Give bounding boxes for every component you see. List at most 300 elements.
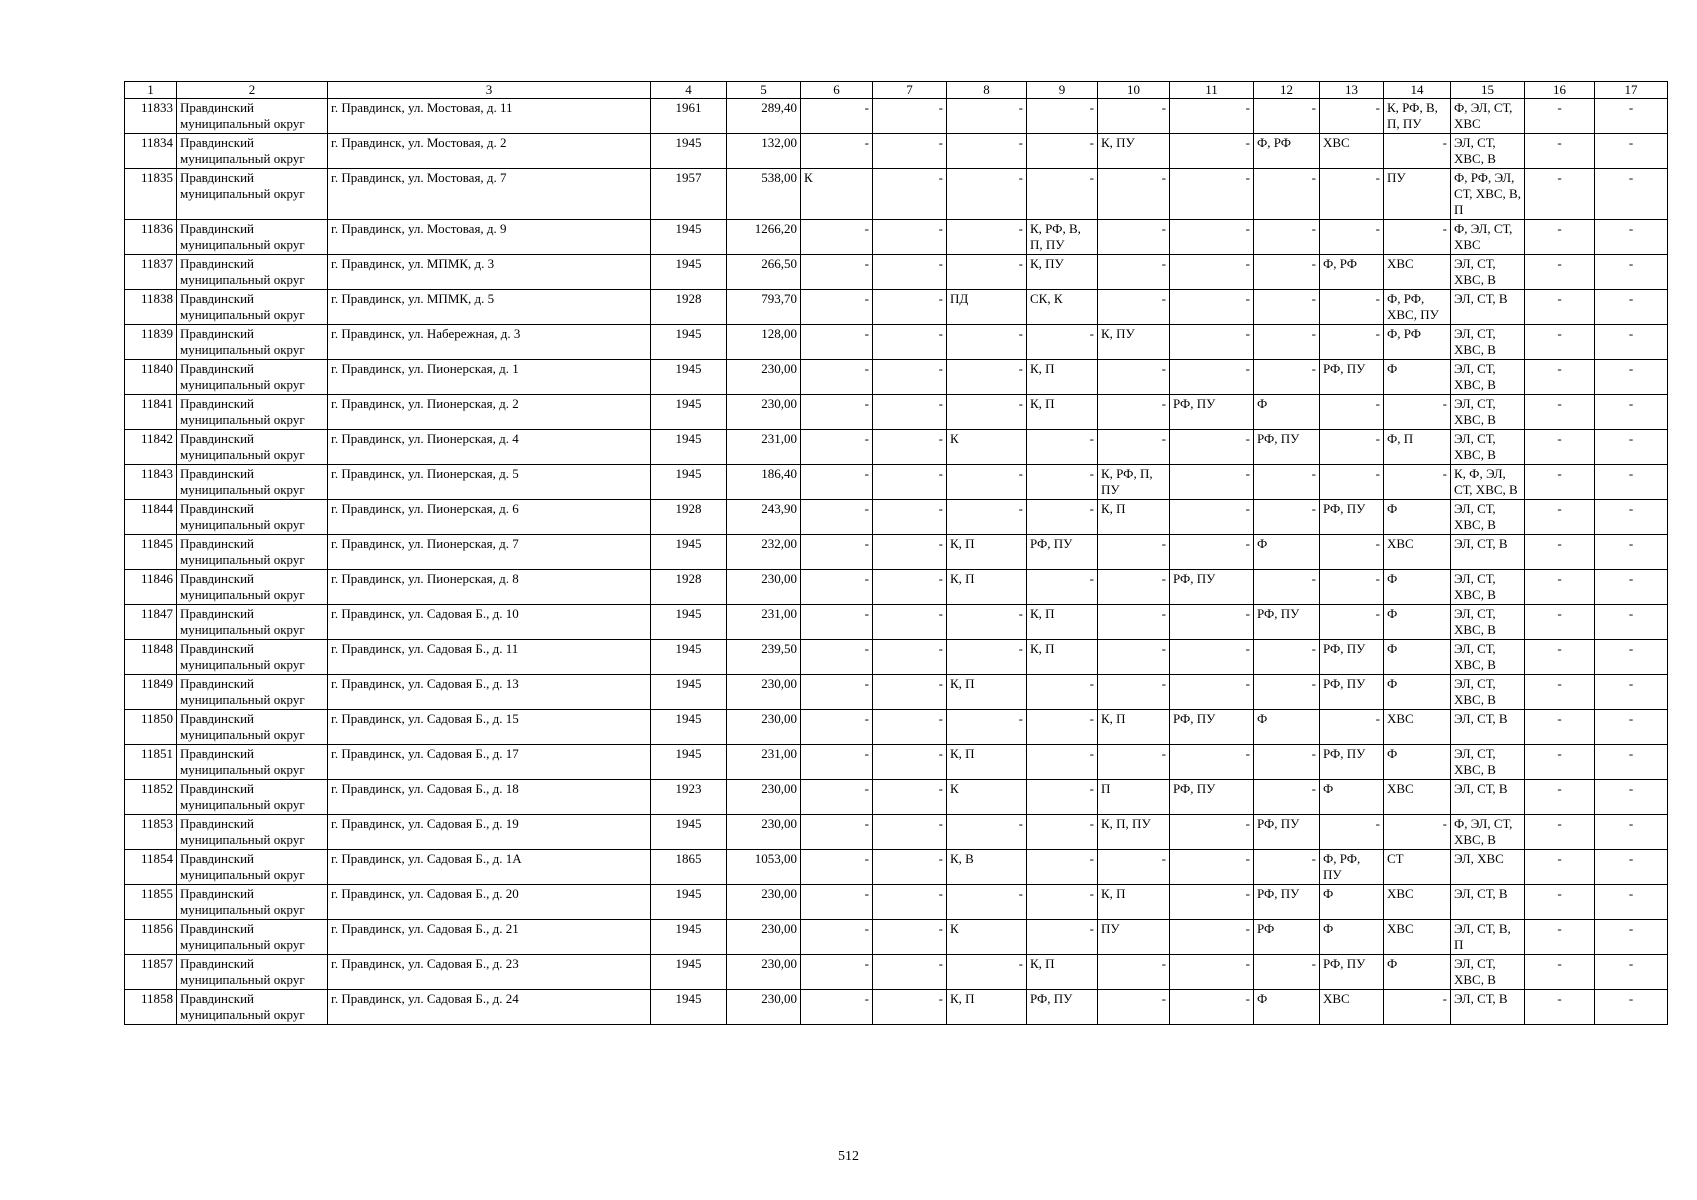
- cell-col-14: ХВС: [1384, 255, 1451, 290]
- cell-col-11: -: [1170, 465, 1254, 500]
- cell-col-15: Ф, ЭЛ, СТ, ХВС, В: [1451, 815, 1525, 850]
- cell-col-4: 1945: [651, 955, 727, 990]
- cell-col-6: -: [801, 815, 873, 850]
- cell-col-5: 128,00: [727, 325, 801, 360]
- cell-col-14: ХВС: [1384, 920, 1451, 955]
- cell-col-2: Правдинский муниципальный округ: [177, 640, 328, 675]
- cell-col-10: -: [1098, 955, 1170, 990]
- cell-col-11: -: [1170, 99, 1254, 134]
- cell-col-9: -: [1027, 815, 1098, 850]
- table-row: [125, 169, 1668, 220]
- cell-col-1: 11834: [125, 134, 177, 169]
- cell-col-10: -: [1098, 360, 1170, 395]
- cell-col-17: -: [1595, 220, 1668, 255]
- cell-col-15: К, Ф, ЭЛ, СТ, ХВС, В: [1451, 465, 1525, 500]
- cell-col-14: Ф: [1384, 675, 1451, 710]
- table-row: [125, 535, 1668, 570]
- cell-col-1: 11843: [125, 465, 177, 500]
- table-row: [125, 955, 1668, 990]
- cell-col-7: -: [873, 535, 947, 570]
- cell-col-13: -: [1320, 465, 1384, 500]
- cell-col-12: -: [1254, 850, 1320, 885]
- cell-col-5: 230,00: [727, 675, 801, 710]
- cell-col-12: РФ, ПУ: [1254, 605, 1320, 640]
- cell-col-16: -: [1525, 920, 1595, 955]
- cell-col-1: 11839: [125, 325, 177, 360]
- cell-col-1: 11842: [125, 430, 177, 465]
- cell-col-17: -: [1595, 605, 1668, 640]
- cell-col-4: 1945: [651, 220, 727, 255]
- cell-col-13: -: [1320, 99, 1384, 134]
- cell-col-11: -: [1170, 535, 1254, 570]
- cell-col-6: -: [801, 990, 873, 1025]
- cell-col-1: 11857: [125, 955, 177, 990]
- cell-col-14: К, РФ, В, П, ПУ: [1384, 99, 1451, 134]
- cell-col-15: ЭЛ, СТ, ХВС, В: [1451, 605, 1525, 640]
- cell-col-16: -: [1525, 990, 1595, 1025]
- cell-col-16: -: [1525, 570, 1595, 605]
- cell-col-7: -: [873, 465, 947, 500]
- cell-col-6: -: [801, 850, 873, 885]
- cell-col-16: -: [1525, 430, 1595, 465]
- cell-col-16: -: [1525, 640, 1595, 675]
- cell-col-14: Ф: [1384, 360, 1451, 395]
- cell-col-9: -: [1027, 885, 1098, 920]
- cell-col-4: 1928: [651, 500, 727, 535]
- cell-col-9: СК, К: [1027, 290, 1098, 325]
- cell-col-8: К: [947, 780, 1027, 815]
- table-row: [125, 570, 1668, 605]
- cell-col-17: -: [1595, 675, 1668, 710]
- cell-col-16: -: [1525, 745, 1595, 780]
- column-header-1: 1: [125, 82, 177, 99]
- table-body: [125, 99, 1668, 1025]
- cell-col-13: РФ, ПУ: [1320, 640, 1384, 675]
- cell-col-7: -: [873, 430, 947, 465]
- cell-col-2: Правдинский муниципальный округ: [177, 220, 328, 255]
- cell-col-3: г. Правдинск, ул. Пионерская, д. 7: [328, 535, 651, 570]
- cell-col-15: ЭЛ, СТ, В: [1451, 710, 1525, 745]
- cell-col-7: -: [873, 605, 947, 640]
- cell-col-3: г. Правдинск, ул. Мостовая, д. 7: [328, 169, 651, 220]
- cell-col-9: К, П: [1027, 955, 1098, 990]
- cell-col-15: ЭЛ, СТ, ХВС, В: [1451, 640, 1525, 675]
- cell-col-15: ЭЛ, СТ, ХВС, В: [1451, 430, 1525, 465]
- cell-col-16: -: [1525, 815, 1595, 850]
- cell-col-10: К, РФ, П, ПУ: [1098, 465, 1170, 500]
- cell-col-9: К, П: [1027, 640, 1098, 675]
- cell-col-17: -: [1595, 815, 1668, 850]
- cell-col-12: -: [1254, 955, 1320, 990]
- column-header-6: 6: [801, 82, 873, 99]
- cell-col-6: -: [801, 325, 873, 360]
- cell-col-4: 1945: [651, 325, 727, 360]
- cell-col-12: -: [1254, 290, 1320, 325]
- cell-col-13: Ф: [1320, 780, 1384, 815]
- cell-col-8: ПД: [947, 290, 1027, 325]
- cell-col-9: -: [1027, 169, 1098, 220]
- cell-col-5: 793,70: [727, 290, 801, 325]
- cell-col-13: -: [1320, 395, 1384, 430]
- cell-col-2: Правдинский муниципальный округ: [177, 325, 328, 360]
- cell-col-9: -: [1027, 430, 1098, 465]
- cell-col-17: -: [1595, 395, 1668, 430]
- cell-col-10: К, ПУ: [1098, 134, 1170, 169]
- cell-col-7: -: [873, 675, 947, 710]
- cell-col-7: -: [873, 710, 947, 745]
- cell-col-1: 11854: [125, 850, 177, 885]
- cell-col-17: -: [1595, 990, 1668, 1025]
- cell-col-9: -: [1027, 99, 1098, 134]
- cell-col-10: ПУ: [1098, 920, 1170, 955]
- cell-col-11: -: [1170, 430, 1254, 465]
- cell-col-9: -: [1027, 465, 1098, 500]
- cell-col-13: -: [1320, 220, 1384, 255]
- cell-col-1: 11858: [125, 990, 177, 1025]
- cell-col-5: 230,00: [727, 920, 801, 955]
- cell-col-12: -: [1254, 325, 1320, 360]
- cell-col-9: К, РФ, В, П, ПУ: [1027, 220, 1098, 255]
- cell-col-13: Ф, РФ: [1320, 255, 1384, 290]
- table-header: [125, 82, 1668, 99]
- cell-col-14: Ф: [1384, 605, 1451, 640]
- column-header-16: 16: [1525, 82, 1595, 99]
- cell-col-1: 11840: [125, 360, 177, 395]
- table-row: [125, 465, 1668, 500]
- cell-col-5: 230,00: [727, 885, 801, 920]
- cell-col-5: 230,00: [727, 990, 801, 1025]
- cell-col-7: -: [873, 325, 947, 360]
- cell-col-11: -: [1170, 255, 1254, 290]
- cell-col-11: РФ, ПУ: [1170, 780, 1254, 815]
- cell-col-10: -: [1098, 99, 1170, 134]
- cell-col-12: Ф, РФ: [1254, 134, 1320, 169]
- cell-col-6: -: [801, 570, 873, 605]
- cell-col-8: -: [947, 360, 1027, 395]
- cell-col-16: -: [1525, 675, 1595, 710]
- cell-col-15: ЭЛ, СТ, В: [1451, 780, 1525, 815]
- cell-col-8: -: [947, 640, 1027, 675]
- cell-col-6: -: [801, 605, 873, 640]
- cell-col-6: -: [801, 745, 873, 780]
- cell-col-4: 1945: [651, 675, 727, 710]
- cell-col-5: 538,00: [727, 169, 801, 220]
- cell-col-1: 11836: [125, 220, 177, 255]
- cell-col-11: -: [1170, 640, 1254, 675]
- cell-col-2: Правдинский муниципальный округ: [177, 500, 328, 535]
- cell-col-1: 11837: [125, 255, 177, 290]
- cell-col-12: Ф: [1254, 710, 1320, 745]
- cell-col-4: 1945: [651, 134, 727, 169]
- cell-col-3: г. Правдинск, ул. Мостовая, д. 11: [328, 99, 651, 134]
- cell-col-15: ЭЛ, СТ, В: [1451, 535, 1525, 570]
- table-row: [125, 430, 1668, 465]
- cell-col-13: -: [1320, 169, 1384, 220]
- cell-col-17: -: [1595, 255, 1668, 290]
- cell-col-3: г. Правдинск, ул. Садовая Б., д. 1А: [328, 850, 651, 885]
- column-header-9: 9: [1027, 82, 1098, 99]
- cell-col-6: -: [801, 955, 873, 990]
- cell-col-11: -: [1170, 290, 1254, 325]
- cell-col-15: ЭЛ, ХВС: [1451, 850, 1525, 885]
- cell-col-2: Правдинский муниципальный округ: [177, 605, 328, 640]
- cell-col-11: -: [1170, 220, 1254, 255]
- cell-col-17: -: [1595, 535, 1668, 570]
- cell-col-3: г. Правдинск, ул. Садовая Б., д. 15: [328, 710, 651, 745]
- cell-col-13: -: [1320, 605, 1384, 640]
- cell-col-12: РФ, ПУ: [1254, 885, 1320, 920]
- cell-col-15: ЭЛ, СТ, ХВС, В: [1451, 675, 1525, 710]
- cell-col-7: -: [873, 134, 947, 169]
- cell-col-12: -: [1254, 255, 1320, 290]
- cell-col-1: 11847: [125, 605, 177, 640]
- cell-col-17: -: [1595, 710, 1668, 745]
- column-header-15: 15: [1451, 82, 1525, 99]
- cell-col-14: ПУ: [1384, 169, 1451, 220]
- cell-col-7: -: [873, 290, 947, 325]
- cell-col-10: -: [1098, 255, 1170, 290]
- cell-col-11: -: [1170, 745, 1254, 780]
- table-row: [125, 360, 1668, 395]
- cell-col-5: 232,00: [727, 535, 801, 570]
- cell-col-8: К, П: [947, 570, 1027, 605]
- cell-col-7: -: [873, 745, 947, 780]
- cell-col-14: Ф: [1384, 500, 1451, 535]
- cell-col-8: К, П: [947, 535, 1027, 570]
- cell-col-4: 1945: [651, 360, 727, 395]
- cell-col-10: -: [1098, 395, 1170, 430]
- cell-col-1: 11841: [125, 395, 177, 430]
- table-row: [125, 675, 1668, 710]
- cell-col-5: 230,00: [727, 955, 801, 990]
- cell-col-17: -: [1595, 500, 1668, 535]
- cell-col-7: -: [873, 169, 947, 220]
- cell-col-3: г. Правдинск, ул. Пионерская, д. 1: [328, 360, 651, 395]
- cell-col-12: РФ, ПУ: [1254, 430, 1320, 465]
- cell-col-4: 1945: [651, 430, 727, 465]
- cell-col-9: -: [1027, 134, 1098, 169]
- cell-col-2: Правдинский муниципальный округ: [177, 169, 328, 220]
- cell-col-6: -: [801, 535, 873, 570]
- cell-col-2: Правдинский муниципальный округ: [177, 99, 328, 134]
- table-row: [125, 255, 1668, 290]
- cell-col-14: Ф, РФ, ХВС, ПУ: [1384, 290, 1451, 325]
- cell-col-1: 11852: [125, 780, 177, 815]
- table-row: [125, 815, 1668, 850]
- header-row: [125, 82, 1668, 99]
- cell-col-16: -: [1525, 255, 1595, 290]
- cell-col-17: -: [1595, 640, 1668, 675]
- cell-col-4: 1928: [651, 290, 727, 325]
- table-row: [125, 605, 1668, 640]
- cell-col-16: -: [1525, 780, 1595, 815]
- cell-col-5: 230,00: [727, 780, 801, 815]
- cell-col-17: -: [1595, 955, 1668, 990]
- cell-col-10: -: [1098, 605, 1170, 640]
- cell-col-9: РФ, ПУ: [1027, 535, 1098, 570]
- cell-col-6: -: [801, 640, 873, 675]
- cell-col-5: 266,50: [727, 255, 801, 290]
- table-row: [125, 710, 1668, 745]
- cell-col-10: -: [1098, 745, 1170, 780]
- cell-col-10: -: [1098, 290, 1170, 325]
- table-row: [125, 134, 1668, 169]
- column-header-13: 13: [1320, 82, 1384, 99]
- cell-col-16: -: [1525, 955, 1595, 990]
- cell-col-4: 1961: [651, 99, 727, 134]
- cell-col-16: -: [1525, 360, 1595, 395]
- cell-col-4: 1923: [651, 780, 727, 815]
- cell-col-10: -: [1098, 220, 1170, 255]
- cell-col-7: -: [873, 815, 947, 850]
- cell-col-14: Ф, П: [1384, 430, 1451, 465]
- cell-col-11: РФ, ПУ: [1170, 395, 1254, 430]
- cell-col-12: Ф: [1254, 395, 1320, 430]
- cell-col-5: 186,40: [727, 465, 801, 500]
- cell-col-7: -: [873, 360, 947, 395]
- cell-col-17: -: [1595, 430, 1668, 465]
- cell-col-7: -: [873, 780, 947, 815]
- cell-col-5: 231,00: [727, 430, 801, 465]
- cell-col-10: -: [1098, 675, 1170, 710]
- cell-col-3: г. Правдинск, ул. Садовая Б., д. 24: [328, 990, 651, 1025]
- cell-col-7: -: [873, 850, 947, 885]
- cell-col-16: -: [1525, 290, 1595, 325]
- cell-col-5: 239,50: [727, 640, 801, 675]
- cell-col-11: -: [1170, 360, 1254, 395]
- cell-col-4: 1945: [651, 395, 727, 430]
- cell-col-1: 11848: [125, 640, 177, 675]
- cell-col-1: 11838: [125, 290, 177, 325]
- cell-col-14: -: [1384, 990, 1451, 1025]
- cell-col-9: -: [1027, 570, 1098, 605]
- cell-col-11: -: [1170, 325, 1254, 360]
- table-row: [125, 99, 1668, 134]
- cell-col-16: -: [1525, 169, 1595, 220]
- cell-col-13: -: [1320, 815, 1384, 850]
- cell-col-8: -: [947, 395, 1027, 430]
- cell-col-15: ЭЛ, СТ, В: [1451, 290, 1525, 325]
- cell-col-5: 1053,00: [727, 850, 801, 885]
- cell-col-8: -: [947, 815, 1027, 850]
- cell-col-2: Правдинский муниципальный округ: [177, 710, 328, 745]
- cell-col-17: -: [1595, 290, 1668, 325]
- cell-col-7: -: [873, 955, 947, 990]
- page-number: 512: [838, 1149, 859, 1164]
- cell-col-5: 230,00: [727, 710, 801, 745]
- cell-col-2: Правдинский муниципальный округ: [177, 990, 328, 1025]
- cell-col-8: -: [947, 169, 1027, 220]
- cell-col-3: г. Правдинск, ул. Садовая Б., д. 13: [328, 675, 651, 710]
- cell-col-13: РФ, ПУ: [1320, 360, 1384, 395]
- cell-col-2: Правдинский муниципальный округ: [177, 134, 328, 169]
- cell-col-6: -: [801, 500, 873, 535]
- cell-col-16: -: [1525, 850, 1595, 885]
- cell-col-13: Ф: [1320, 920, 1384, 955]
- cell-col-6: -: [801, 710, 873, 745]
- cell-col-16: -: [1525, 325, 1595, 360]
- cell-col-6: -: [801, 220, 873, 255]
- cell-col-3: г. Правдинск, ул. Мостовая, д. 9: [328, 220, 651, 255]
- cell-col-9: -: [1027, 325, 1098, 360]
- cell-col-6: -: [801, 675, 873, 710]
- cell-col-1: 11849: [125, 675, 177, 710]
- cell-col-10: -: [1098, 430, 1170, 465]
- cell-col-17: -: [1595, 465, 1668, 500]
- cell-col-5: 289,40: [727, 99, 801, 134]
- cell-col-4: 1945: [651, 605, 727, 640]
- table-row: [125, 395, 1668, 430]
- cell-col-12: -: [1254, 465, 1320, 500]
- cell-col-7: -: [873, 885, 947, 920]
- cell-col-8: К: [947, 920, 1027, 955]
- cell-col-17: -: [1595, 920, 1668, 955]
- cell-col-3: г. Правдинск, ул. МПМК, д. 5: [328, 290, 651, 325]
- cell-col-4: 1945: [651, 640, 727, 675]
- cell-col-14: Ф: [1384, 640, 1451, 675]
- cell-col-2: Правдинский муниципальный округ: [177, 885, 328, 920]
- cell-col-8: -: [947, 710, 1027, 745]
- cell-col-12: -: [1254, 640, 1320, 675]
- cell-col-15: ЭЛ, СТ, В, П: [1451, 920, 1525, 955]
- cell-col-13: ХВС: [1320, 990, 1384, 1025]
- cell-col-6: -: [801, 360, 873, 395]
- cell-col-3: г. Правдинск, ул. Садовая Б., д. 17: [328, 745, 651, 780]
- column-header-11: 11: [1170, 82, 1254, 99]
- cell-col-1: 11856: [125, 920, 177, 955]
- cell-col-13: -: [1320, 535, 1384, 570]
- cell-col-11: -: [1170, 920, 1254, 955]
- cell-col-1: 11850: [125, 710, 177, 745]
- cell-col-3: г. Правдинск, ул. Садовая Б., д. 23: [328, 955, 651, 990]
- cell-col-1: 11835: [125, 169, 177, 220]
- cell-col-10: -: [1098, 640, 1170, 675]
- cell-col-2: Правдинский муниципальный округ: [177, 395, 328, 430]
- cell-col-3: г. Правдинск, ул. Садовая Б., д. 18: [328, 780, 651, 815]
- cell-col-10: -: [1098, 570, 1170, 605]
- cell-col-8: -: [947, 255, 1027, 290]
- cell-col-4: 1945: [651, 745, 727, 780]
- cell-col-14: ХВС: [1384, 710, 1451, 745]
- cell-col-10: -: [1098, 850, 1170, 885]
- cell-col-12: -: [1254, 500, 1320, 535]
- column-header-5: 5: [727, 82, 801, 99]
- cell-col-15: ЭЛ, СТ, ХВС, В: [1451, 255, 1525, 290]
- cell-col-9: -: [1027, 745, 1098, 780]
- cell-col-14: -: [1384, 134, 1451, 169]
- cell-col-12: РФ: [1254, 920, 1320, 955]
- cell-col-6: К: [801, 169, 873, 220]
- cell-col-10: -: [1098, 535, 1170, 570]
- cell-col-4: 1945: [651, 255, 727, 290]
- cell-col-2: Правдинский муниципальный округ: [177, 955, 328, 990]
- cell-col-14: ХВС: [1384, 535, 1451, 570]
- cell-col-13: РФ, ПУ: [1320, 675, 1384, 710]
- cell-col-11: -: [1170, 675, 1254, 710]
- cell-col-10: К, ПУ: [1098, 325, 1170, 360]
- cell-col-16: -: [1525, 395, 1595, 430]
- cell-col-14: ХВС: [1384, 780, 1451, 815]
- cell-col-7: -: [873, 570, 947, 605]
- cell-col-2: Правдинский муниципальный округ: [177, 780, 328, 815]
- cell-col-2: Правдинский муниципальный округ: [177, 675, 328, 710]
- cell-col-9: РФ, ПУ: [1027, 990, 1098, 1025]
- cell-col-8: -: [947, 955, 1027, 990]
- cell-col-12: -: [1254, 570, 1320, 605]
- cell-col-2: Правдинский муниципальный округ: [177, 255, 328, 290]
- column-header-10: 10: [1098, 82, 1170, 99]
- cell-col-2: Правдинский муниципальный округ: [177, 465, 328, 500]
